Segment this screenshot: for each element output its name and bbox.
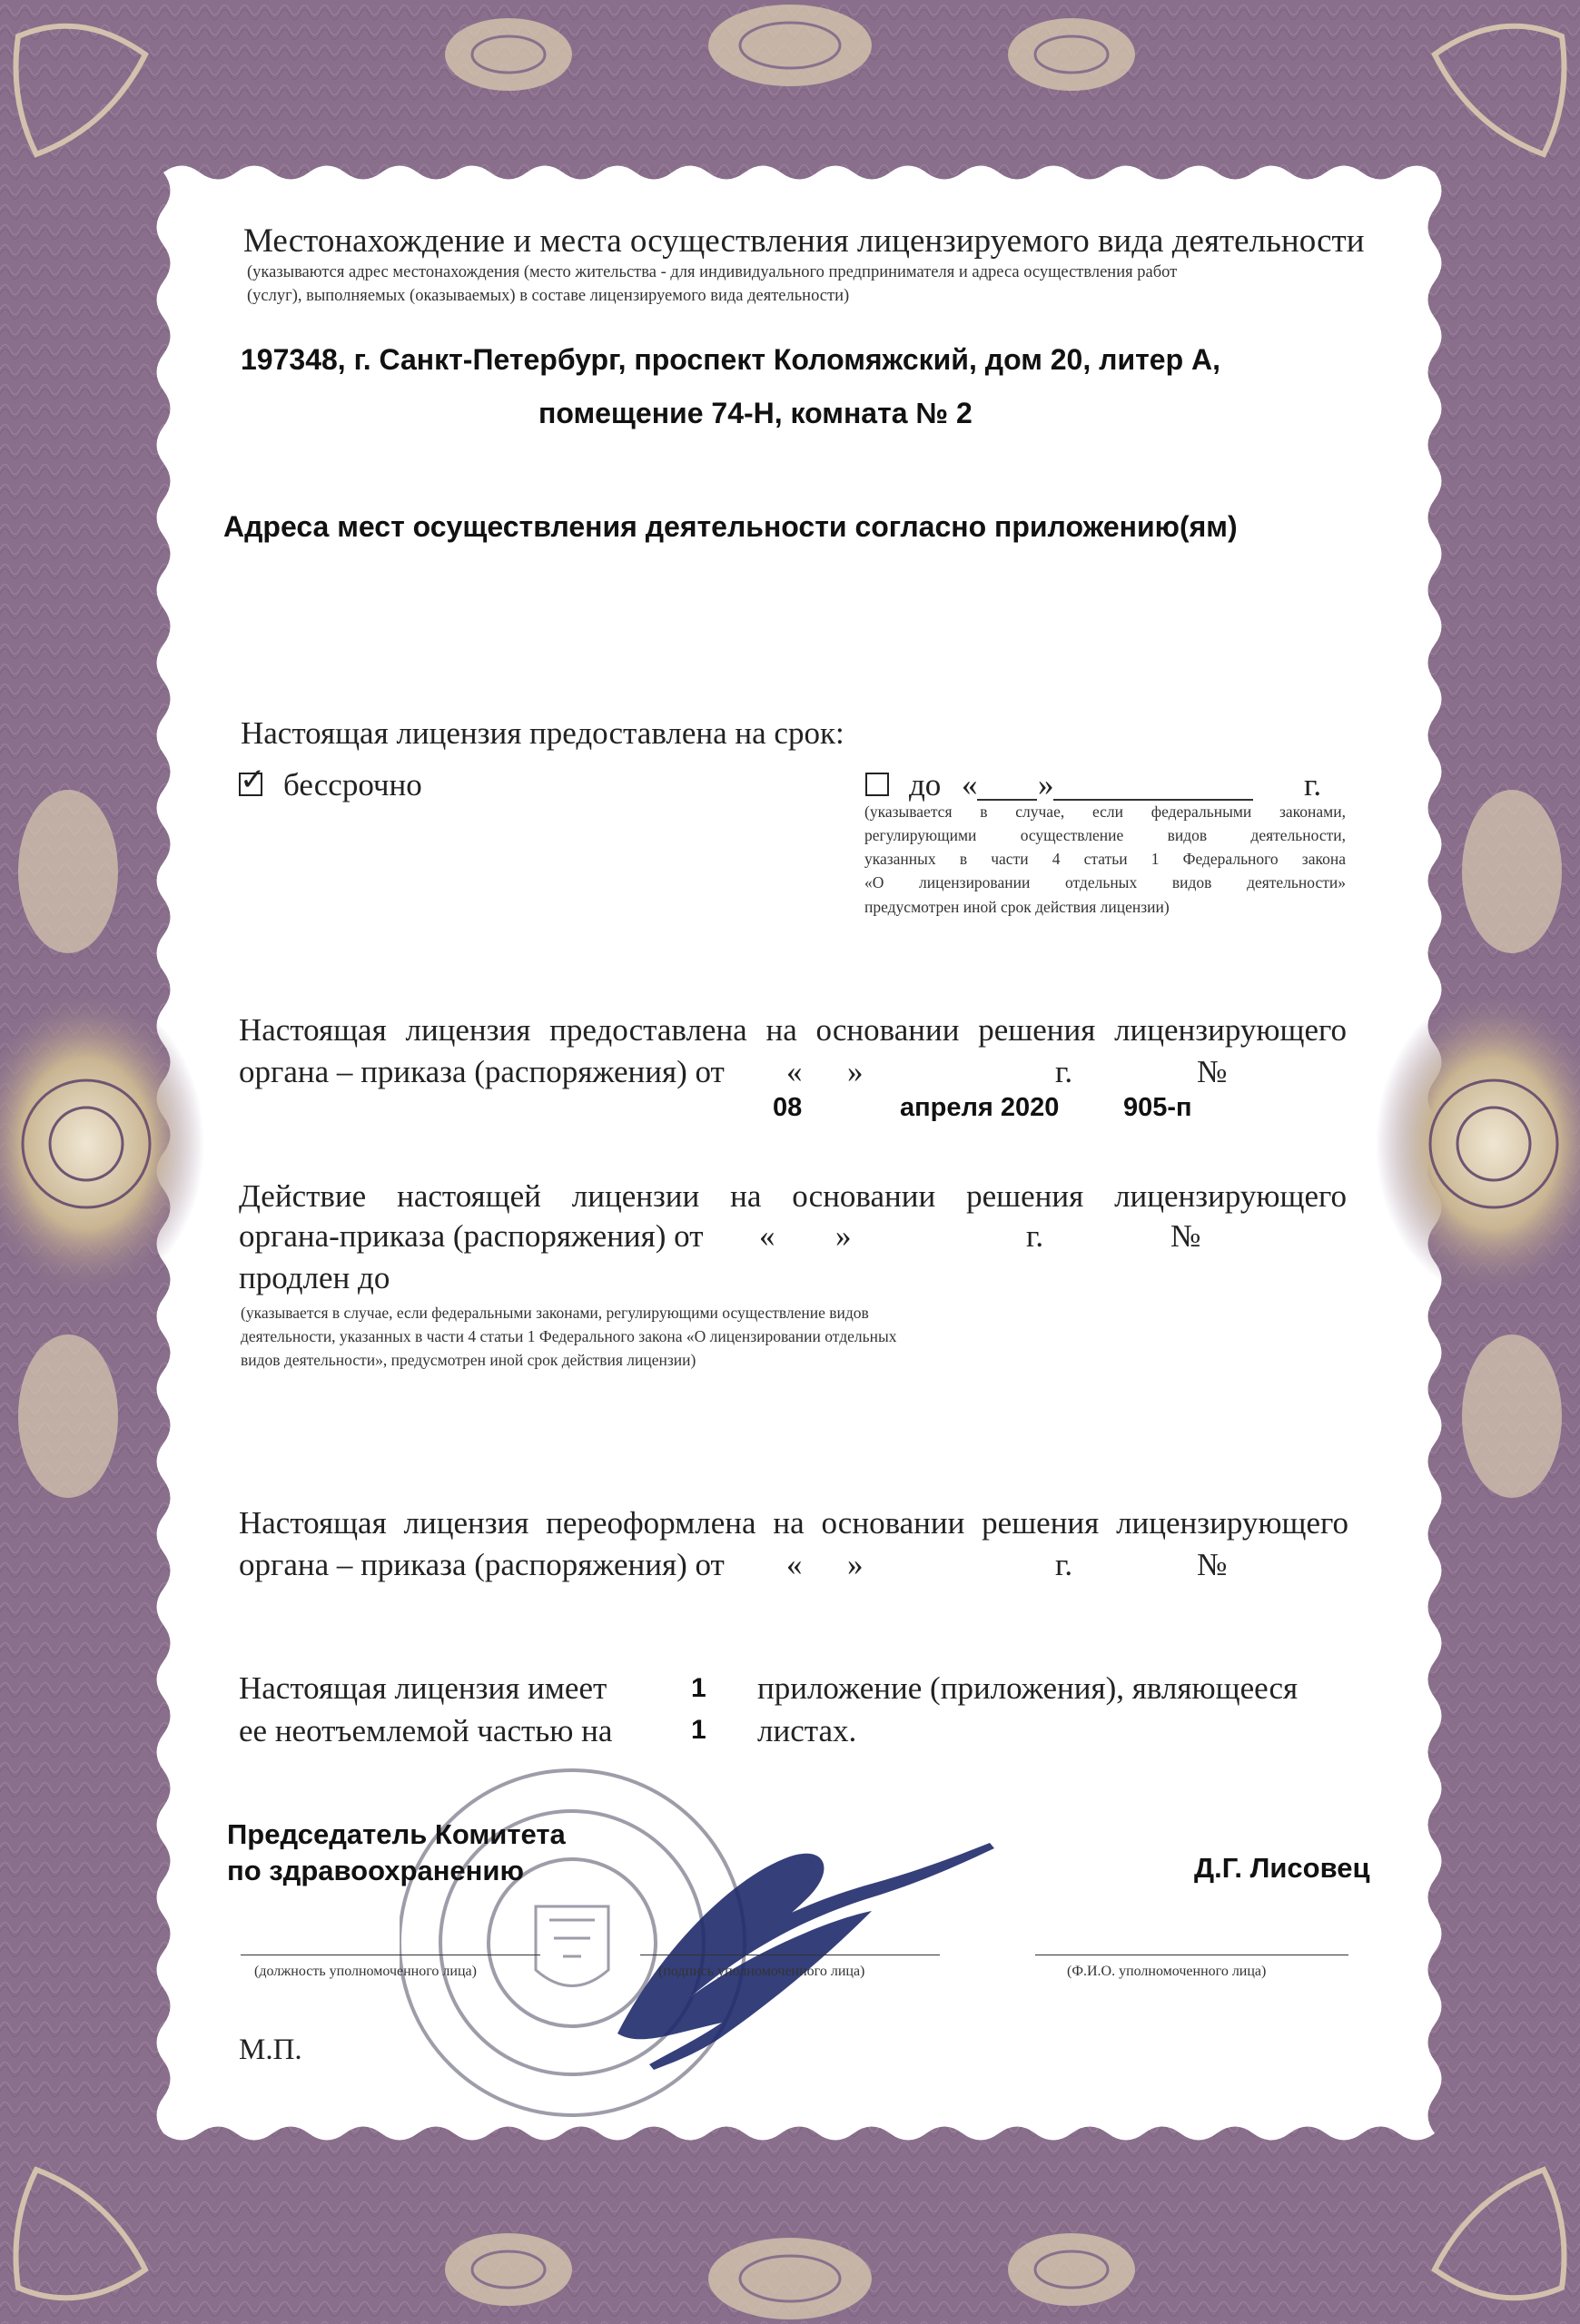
term-heading: Настоящая лицензия предоставлена на срок: <box>241 715 844 751</box>
basis-number-sign: № <box>1197 1054 1228 1089</box>
section-heading-location: Местонахождение и места осуществления лицензируемого вида деятельности <box>243 222 1365 260</box>
basis-line-1: Настоящая лицензия предоставлена на основании решения лицензирующего <box>239 1012 1347 1048</box>
extension-note-line-1: (указывается в случае, если федеральными законами, регулирующими осуществление видов <box>241 1304 869 1322</box>
signer-position-line-1: Председатель Комитета <box>227 1818 566 1850</box>
until-day-line <box>977 799 1037 801</box>
extension-quote-open: « <box>759 1218 775 1254</box>
appendix-line-1-suffix: приложение (приложения), являющееся <box>757 1670 1299 1706</box>
appendix-line-2-suffix: листах. <box>757 1713 857 1748</box>
term-note-line-4: «О лицензировании отдельных видов деятельности» <box>864 873 1346 892</box>
extension-note-line-3: видов деятельности», предусмотрен иной срок действия лицензии) <box>241 1351 696 1369</box>
reissue-line-2: органа – приказа (распоряжения) от <box>239 1547 725 1582</box>
reissue-number-sign: № <box>1197 1547 1228 1582</box>
reissue-quote-close: » <box>847 1547 864 1582</box>
extension-line-3: продлен до <box>239 1260 390 1295</box>
term-note-line-1: (указывается в случае, если федеральными законами, <box>864 803 1346 821</box>
basis-year-suffix: г. <box>1055 1054 1073 1089</box>
basis-line-2: органа – приказа (распоряжения) от <box>239 1054 725 1089</box>
appendix-line-2-prefix: ее неотъемлемой частью на <box>239 1713 613 1748</box>
name-caption: (Ф.И.О. уполномоченного лица) <box>1067 1964 1267 1979</box>
basis-quote-open: « <box>786 1054 803 1089</box>
unlimited-label: бессрочно <box>283 767 422 803</box>
checkmark-icon: ✓ <box>240 762 266 798</box>
location-note-line-2: (услуг), выполняемых (оказываемых) в составе лицензируемого вида деятельности) <box>247 287 850 305</box>
term-note-line-3: указанных в части 4 статьи 1 Федерального закона <box>864 850 1346 869</box>
stamp-place-mark: М.П. <box>239 2034 302 2066</box>
basis-day: 08 <box>773 1093 803 1122</box>
until-date-line <box>1053 799 1253 801</box>
appendix-line-1-prefix: Настоящая лицензия имеет <box>239 1670 607 1706</box>
appendix-count: 1 <box>691 1673 706 1703</box>
reissue-quote-open: « <box>786 1547 803 1582</box>
term-note-line-5: предусмотрен иной срок действия лицензии) <box>864 897 1170 916</box>
appendix-sheets: 1 <box>691 1715 706 1745</box>
extension-number-sign: № <box>1170 1218 1201 1254</box>
basis-quote-close: » <box>847 1054 864 1089</box>
address-line-1: 197348, г. Санкт-Петербург, проспект Коломяжский, дом 20, литер А, <box>241 343 1221 376</box>
location-note-line-1: (указываются адрес местонахождения (место жительства - для индивидуального предпринимателя и адреса осуществления работ <box>247 263 1178 281</box>
reissue-line-1: Настоящая лицензия переоформлена на основании решения лицензирующего <box>239 1505 1348 1541</box>
until-quote-open: « <box>962 767 978 803</box>
extension-line-1: Действие настоящей лицензии на основании решения лицензирующего <box>239 1178 1347 1214</box>
position-caption: (должность уполномоченного лица) <box>254 1964 477 1979</box>
basis-number: 905-п <box>1123 1093 1192 1122</box>
signature-caption: (подпись уполномоченного лица) <box>658 1964 865 1979</box>
reissue-year-suffix: г. <box>1055 1547 1073 1582</box>
until-checkbox <box>865 773 889 796</box>
extension-line-2: органа-приказа (распоряжения) от <box>239 1218 704 1254</box>
extension-year-suffix: г. <box>1026 1218 1044 1254</box>
extension-quote-close: » <box>835 1218 852 1254</box>
until-year-suffix: г. <box>1304 767 1322 803</box>
activity-places-note: Адреса мест осуществления деятельности согласно приложению(ям) <box>223 510 1238 543</box>
term-note-line-2: регулирующими осуществление видов деятельности, <box>864 826 1346 845</box>
until-quote-close: » <box>1038 767 1054 803</box>
term-note <box>864 803 1346 916</box>
until-prefix: до <box>909 767 942 803</box>
address-line-2: помещение 74-Н, комната № 2 <box>538 397 973 429</box>
signer-name: Д.Г. Лисовец <box>1194 1852 1370 1884</box>
extension-note-line-2: деятельности, указанных в части 4 статьи 1 Федерального закона «О лицензировании отдельных <box>241 1327 897 1345</box>
basis-month-year: апреля 2020 <box>900 1093 1060 1122</box>
signer-position-line-2: по здравоохранению <box>227 1855 524 1886</box>
